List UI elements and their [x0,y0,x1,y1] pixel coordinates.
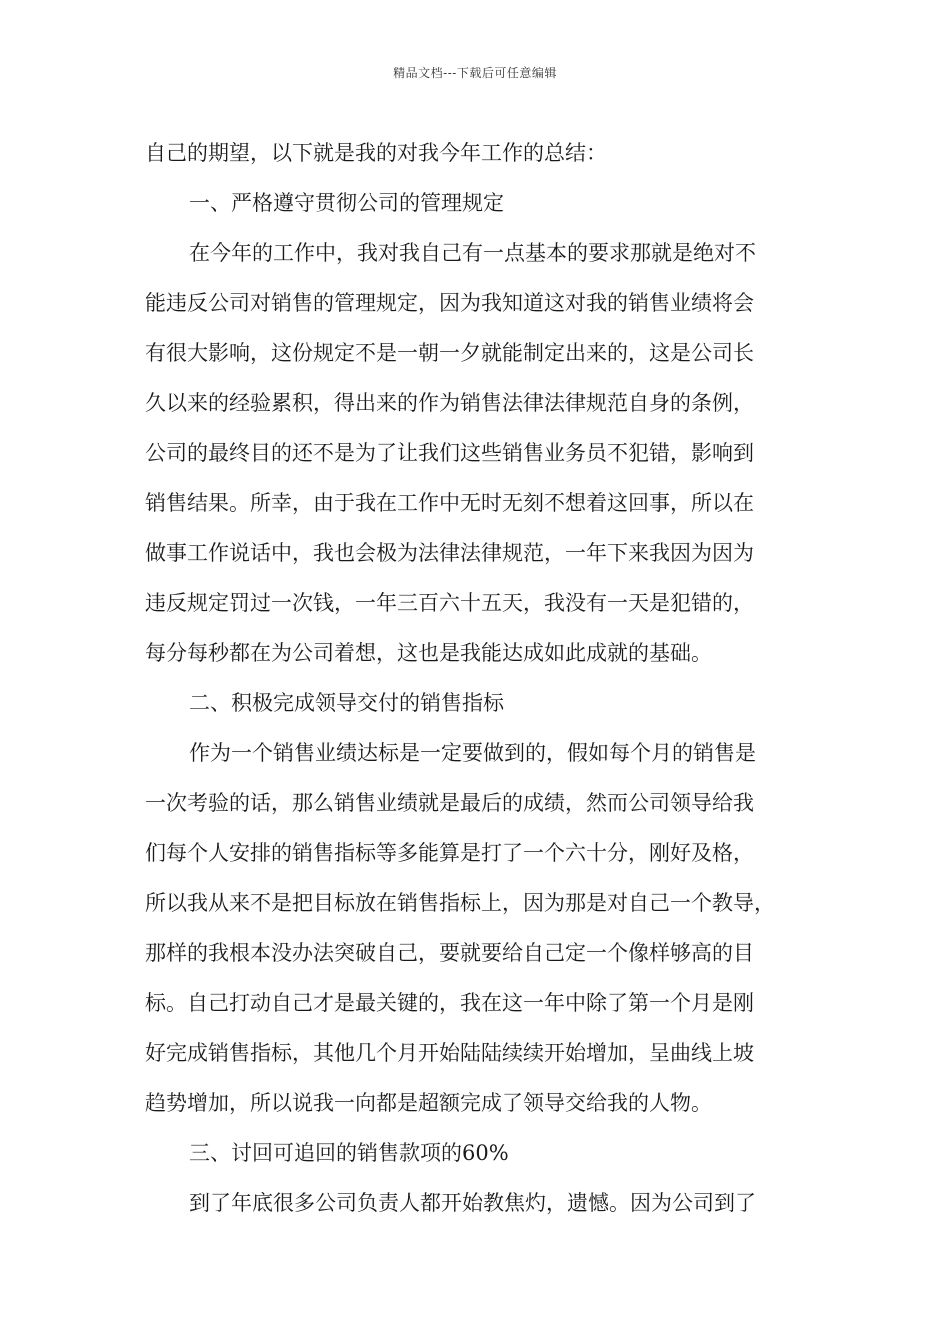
section-heading-2: 二、积极完成领导交付的销售指标 [189,691,504,715]
text-line: 标。自己打动自己才是最关键的，我在这一年中除了第一个月是刚 [145,991,754,1015]
section-heading-1: 一、严格遵守贯彻公司的管理规定 [189,191,504,215]
text-line: 销售结果。所幸，由于我在工作中无时无刻不想着这回事，所以在 [145,491,754,515]
text-line: 能违反公司对销售的管理规定，因为我知道这对我的销售业绩将会 [145,291,754,315]
text-line: 趋势增加，所以说我一向都是超额完成了领导交给我的人物。 [145,1091,712,1115]
page-header: 精品文档---下载后可任意编辑 [393,66,557,80]
text-line: 有很大影响，这份规定不是一朝一夕就能制定出来的，这是公司长 [145,341,754,365]
text-line: 一次考验的话，那么销售业绩就是最后的成绩，然而公司领导给我 [145,791,754,815]
text-line: 所以我从来不是把目标放在销售指标上，因为那是对自己一个教导， [145,891,775,915]
text-line: 好完成销售指标，其他几个月开始陆陆续续开始增加，呈曲线上坡 [145,1041,754,1065]
text-line: 久以来的经验累积，得出来的作为销售法律法律规范自身的条例， [145,391,754,415]
document-body [145,128,820,1228]
text-line: 违反规定罚过一次钱，一年三百六十五天，我没有一天是犯错的， [145,591,754,615]
section-heading-3: 三、讨回可追回的销售款项的60% [189,1141,509,1165]
text-line: 自己的期望，以下就是我的对我今年工作的总结： [145,141,607,165]
text-line: 做事工作说话中，我也会极为法律法律规范，一年下来我因为因为 [145,541,754,565]
text-line: 在今年的工作中，我对我自己有一点基本的要求那就是绝对不 [189,241,756,265]
text-line: 作为一个销售业绩达标是一定要做到的，假如每个月的销售是 [189,741,756,765]
text-line: 公司的最终目的还不是为了让我们这些销售业务员不犯错，影响到 [145,441,754,465]
text-line: 那样的我根本没办法突破自己，要就要给自己定一个像样够高的目 [145,941,754,965]
text-line: 到了年底很多公司负责人都开始教焦灼，遗憾。因为公司到了 [189,1191,756,1215]
text-line: 们每个人安排的销售指标等多能算是打了一个六十分，刚好及格， [145,841,754,865]
text-line: 每分每秒都在为公司着想，这也是我能达成如此成就的基础。 [145,641,712,665]
